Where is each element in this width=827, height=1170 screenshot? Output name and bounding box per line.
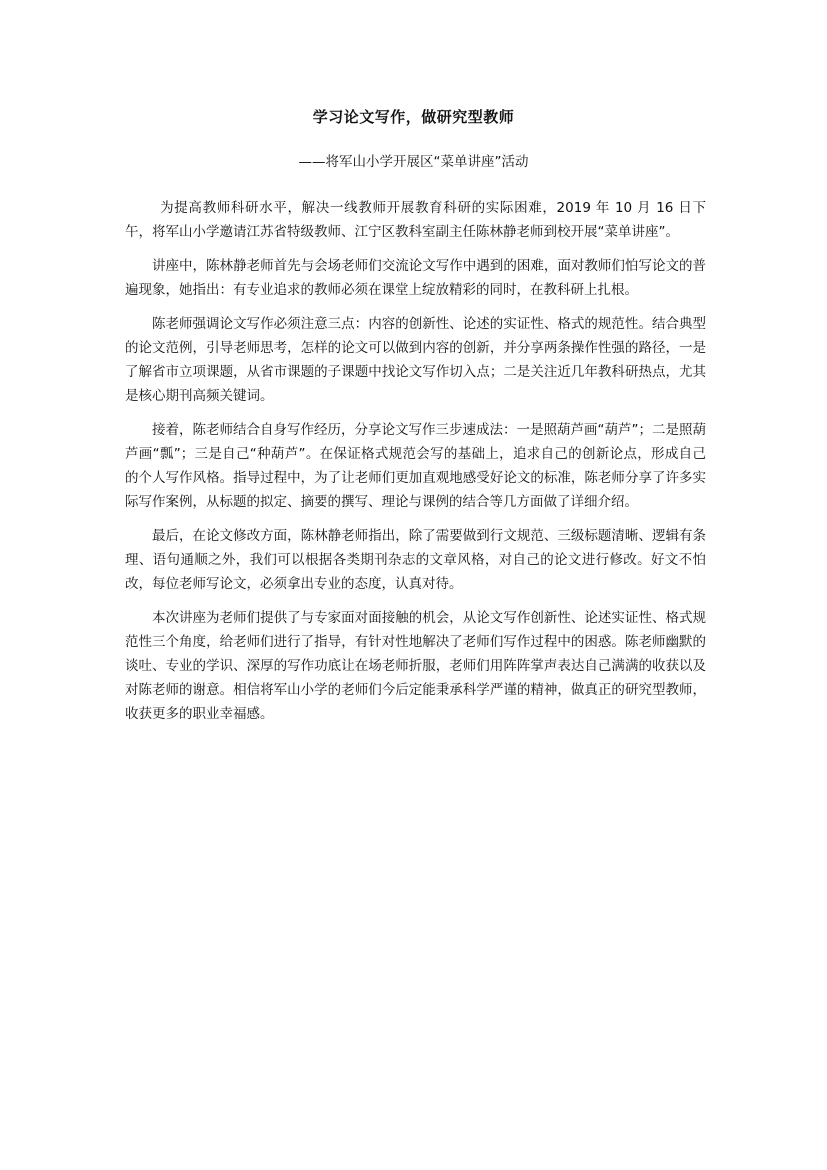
paragraph-revision: 最后，在论文修改方面，陈林静老师指出，除了需要做到行文规范、三级标题清晰、逻辑有条理、语句通顺之外，我们可以根据各类期刊杂志的文章风格，对自己的论文进行修改。好文不怕改，每位老师写论文，必须拿出专业的态度，认真对待。 (125, 528, 706, 592)
document-title: 学习论文写作，做研究型教师 (312, 108, 515, 126)
document-subtitle: ——将军山小学开展区“菜单讲座”活动 (298, 154, 529, 170)
document-body (125, 196, 706, 736)
paragraph-intro: 为提高教师科研水平，解决一线教师开展教育科研的实际困难，2019 年 10 月 16 日下午，将军山小学邀请江苏省特级教师、江宁区教科室副主任陈林静老师到校开展“菜单讲座”。 (125, 200, 706, 240)
paragraph-difficulties: 讲座中，陈林静老师首先与会场老师们交流论文写作中遇到的困难，面对教师们怕写论文的普遍现象，她指出：有专业追求的教师必须在课堂上绽放精彩的同时，在教科研上扎根。 (125, 258, 706, 298)
paragraph-three-points: 陈老师强调论文写作必须注意三点：内容的创新性、论述的实证性、格式的规范性。结合典型的论文范例，引导老师思考，怎样的论文可以做到内容的创新，并分享两条操作性强的路径，一是了解省市立项课题，从省市课题的子课题中找论文写作切入点；二是关注近几年教科研热点，尤其是核心期刊高频关键词。 (125, 316, 706, 404)
paragraph-summary: 本次讲座为老师们提供了与专家面对面接触的机会，从论文写作创新性、论述实证性、格式规范性三个角度，给老师们进行了指导，有针对性地解决了老师们写作过程中的困惑。陈老师幽默的谈吐、专业的学识、深厚的写作功底让在场老师折服，老师们用阵阵掌声表达自己满满的收获以及对陈老师的谢意。相信将军山小学的老师们今后定能秉承科学严谨的精神，做真正的研究型教师，收获更多的职业幸福感。 (125, 610, 706, 722)
paragraph-three-steps: 接着，陈老师结合自身写作经历，分享论文写作三步速成法：一是照葫芦画“葫芦”；二是照葫芦画“瓢”；三是自己“种葫芦”。在保证格式规范会写的基础上，追求自己的创新论点，形成自己的个人写作风格。指导过程中，为了让老师们更加直观地感受好论文的标准，陈老师分享了许多实际写作案例，从标题的拟定、摘要的撰写、理论与课例的结合等几方面做了详细介绍。 (125, 422, 706, 510)
